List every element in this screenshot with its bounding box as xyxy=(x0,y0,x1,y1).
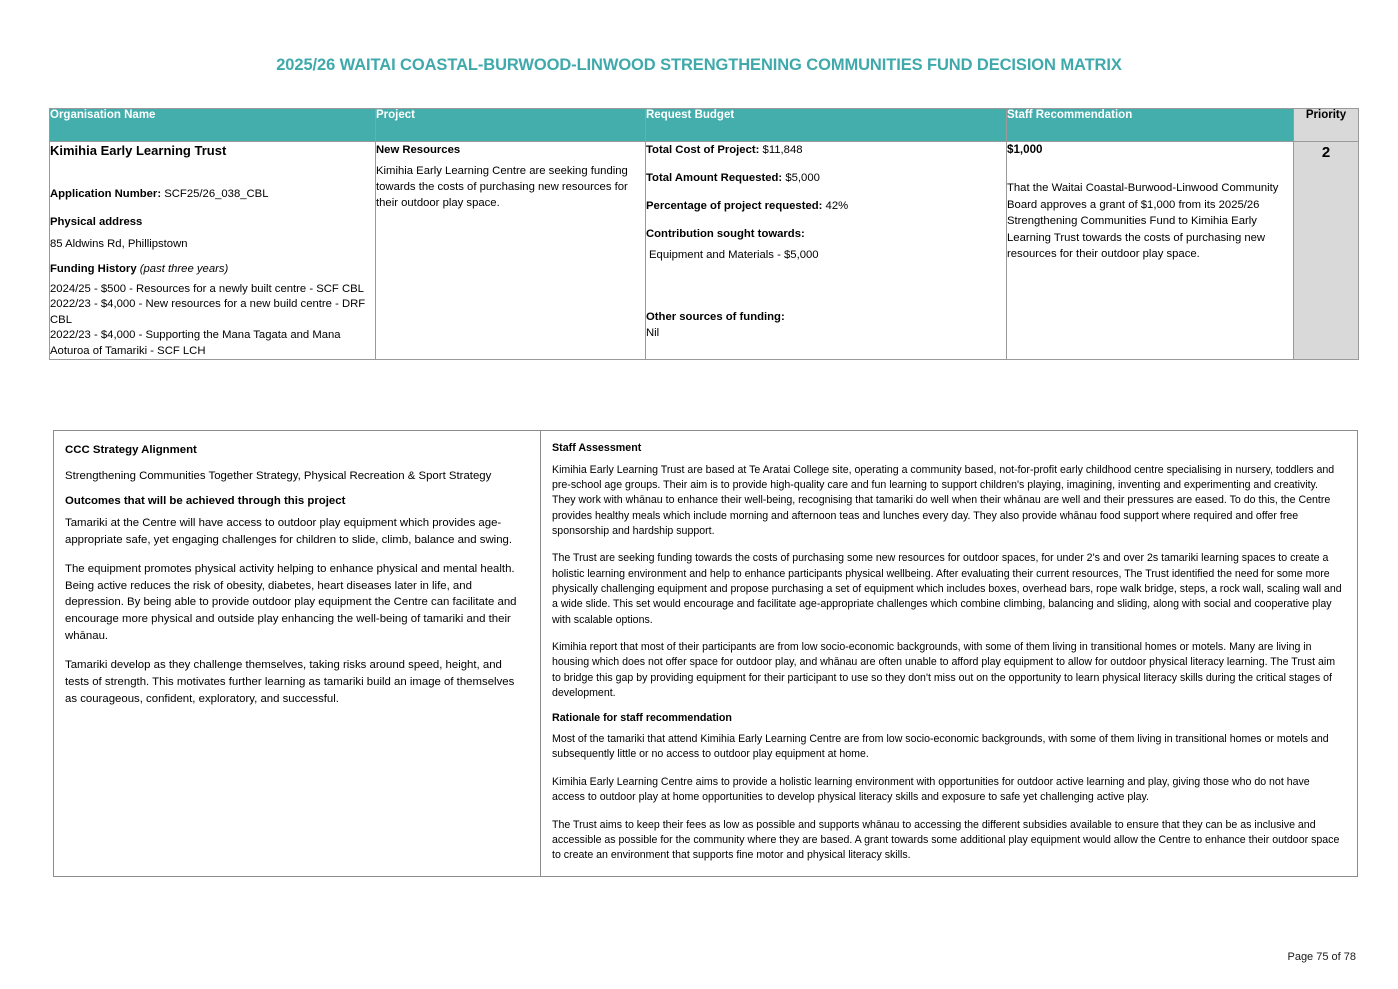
project-title: New Resources xyxy=(376,144,461,156)
rationale-paragraph: The Trust aims to keep their fees as low as possible and supports whānau to accessing the different subsidies available to ensure that they can be as inclusive and accessible as possible for the community where they are based. A grant towards some additional play equipment would allow the Centre to enhance their outdoor space to create an environment that supports fine motor and physical literacy skills. xyxy=(552,818,1340,862)
organisation-name: Kimihia Early Learning Trust xyxy=(50,143,227,158)
total-requested-label: Total Amount Requested: xyxy=(646,172,783,185)
outcomes-paragraph: Tamariki develop as they challenge themselves, taking risks around speed, height, and tests of strength. This motivates further learning as tamariki build an image of themselves as courageous, confident, exploratory, and successful. xyxy=(65,659,515,705)
project-description: Kimihia Early Learning Centre are seeking funding towards the costs of purchasing new resources for their outdoor play space. xyxy=(376,165,628,210)
staff-assessment-paragraph: Kimihia Early Learning Trust are based at Te Aratai College site, operating a community based, not-for-profit early childhood centre specialising in nursery, toddlers and pre-school age groups. Their aim is to provide high-quality care and fun learning to support children's playing, imagining, inventing and experimenting and creativity. They work with whānau to enhance their well-being, recognising that tamariki do well when their whānau are well and their pressures are eased. To do this, the Centre provides healthy meals which include morning and afternoon teas and lunches every day. They also provide whānau food support where required and offer free sponsorship and hardship support. xyxy=(552,463,1335,537)
staff-assessment-paragraph: Kimihia report that most of their participants are from low socio-economic backgrounds, with some of them living in transitional homes or motels. Many are living in housing which does not offer space for outdoor play, and whānau are often unable to afford play equipment to allow for outdoor physical literacy learning. The Trust aim to bridge this gap by providing equipment for their participant to use so they don't miss out on the opportunity to learn physical literacy skills during the critical stages of development. xyxy=(552,641,1336,700)
cell-request-budget xyxy=(646,142,1007,360)
funding-history-item: 2022/23 - $4,000 - New resources for a new build centre - DRF CBL xyxy=(50,298,366,326)
column-header-request-budget: Request Budget xyxy=(646,109,1007,142)
column-header-staff-recommendation: Staff Recommendation xyxy=(1007,109,1294,142)
total-cost-label: Total Cost of Project: xyxy=(646,144,760,156)
budget-spacer xyxy=(646,263,1006,309)
application-number xyxy=(50,186,375,202)
rationale-heading: Rationale for staff recommendation xyxy=(552,711,732,724)
recommendation-text: That the Waitai Coastal-Burwood-Linwood Community Board approves a grant of $1,000 from its 2025/26 Strengthening Communities Fund to Kimihia Early Learning Trust towards the costs of purchasing new resources for their outdoor play space. xyxy=(1007,182,1279,261)
column-header-priority: Priority xyxy=(1294,109,1359,142)
rationale-paragraph: Most of the tamariki that attend Kimihia Early Learning Centre are from low socio-economic backgrounds, with some of them living in transitional homes or motels and subsequently little or no access to outdoor play equipment at home. xyxy=(552,733,1329,761)
funding-history-heading xyxy=(50,261,375,277)
application-number-value: SCF25/26_038_CBL xyxy=(164,188,269,201)
other-sources-value: Nil xyxy=(646,327,660,340)
percentage-label: Percentage of project requested: xyxy=(646,200,823,213)
funding-history-list xyxy=(50,282,375,360)
percentage-value: 42% xyxy=(825,200,849,213)
total-cost-value: $11,848 xyxy=(762,144,803,156)
detail-panel xyxy=(53,430,1358,877)
cell-priority: 2 xyxy=(1294,142,1359,360)
outcomes-paragraph: Tamariki at the Centre will have access to outdoor play equipment which provides age-appropriate safe, yet engaging challenges for children to slide, climb, balance and swing. xyxy=(65,516,513,546)
column-header-project: Project xyxy=(376,109,646,142)
ccc-strategy-heading: CCC Strategy Alignment xyxy=(65,444,197,456)
total-requested-value: $5,000 xyxy=(785,172,820,185)
staff-assessment-heading: Staff Assessment xyxy=(552,442,642,454)
outcomes-heading: Outcomes that will be achieved through this project xyxy=(65,495,346,508)
funding-history-label: Funding History xyxy=(50,262,137,275)
physical-address-label: Physical address xyxy=(50,216,143,229)
application-number-label: Application Number: xyxy=(50,188,162,201)
funding-history-item: 2022/23 - $4,000 - Supporting the Mana Tagata and Mana Aoturoa of Tamariki - SCF LCH xyxy=(50,329,341,357)
ccc-strategy-alignment-panel xyxy=(54,431,541,876)
page-footer: Page 75 of 78 xyxy=(1287,951,1356,963)
staff-assessment-panel xyxy=(541,431,1357,876)
cell-project xyxy=(376,142,646,360)
outcomes-paragraph: The equipment promotes physical activity helping to enhance physical and mental health. Being active reduces the risk of obesity, diabetes, heart diseases later in life, and depression. By being able to provide outdoor play equipment the Centre can facilitate and encourage more physical and outside play enhancing the well-being of tamariki and their whānau. xyxy=(65,563,517,642)
decision-matrix-table xyxy=(49,108,1359,360)
recommended-amount: $1,000 xyxy=(1007,143,1043,156)
page-title: 2025/26 WAITAI COASTAL-BURWOOD-LINWOOD STRENGTHENING COMMUNITIES FUND DECISION MATRIX xyxy=(276,56,1122,74)
staff-assessment-paragraph: The Trust are seeking funding towards the costs of purchasing some new resources for outdoor spaces, for under 2's and over 2s tamariki learning spaces to create a holistic learning environment and help to enhance participants physical wellbeing. After evaluating their current resources, The Trust identified the need for some more physically challenging equipment and propose purchasing a set of equipment which includes boxes, overhead bars, rope walk bridge, steps, a rock wall, scaling wall and a wide slide. This set would encourage and facilitate age-appropriate challenges which combine climbing, balancing and sliding, along with social and cooperative play with scalable options. xyxy=(552,552,1342,626)
funding-history-note: (past three years) xyxy=(139,262,229,275)
cell-organisation xyxy=(50,142,376,360)
funding-history-item: 2024/25 - $500 - Resources for a newly built centre - SCF CBL xyxy=(50,282,364,295)
table-header-row xyxy=(50,109,1359,142)
total-amount-requested xyxy=(646,170,1006,186)
rationale-paragraph: Kimihia Early Learning Centre aims to provide a holistic learning environment with opportunities for outdoor active learning and play, giving those who do not have access to outdoor play at home opportunities to develop physical literacy skills and exposure to safe yet challenging active play. xyxy=(552,775,1310,804)
contribution-value: Equipment and Materials - $5,000 xyxy=(649,249,819,262)
cell-staff-recommendation xyxy=(1007,142,1294,360)
table-row xyxy=(50,142,1359,360)
ccc-strategy-text: Strengthening Communities Together Strategy, Physical Recreation & Sport Strategy xyxy=(65,469,492,482)
percentage-of-project-requested xyxy=(646,198,1006,214)
total-cost-of-project xyxy=(646,142,1006,158)
physical-address-value: 85 Aldwins Rd, Phillipstown xyxy=(50,237,188,250)
contribution-label: Contribution sought towards: xyxy=(646,228,805,241)
column-header-organisation: Organisation Name xyxy=(50,109,376,142)
other-sources-label: Other sources of funding: xyxy=(646,311,785,324)
